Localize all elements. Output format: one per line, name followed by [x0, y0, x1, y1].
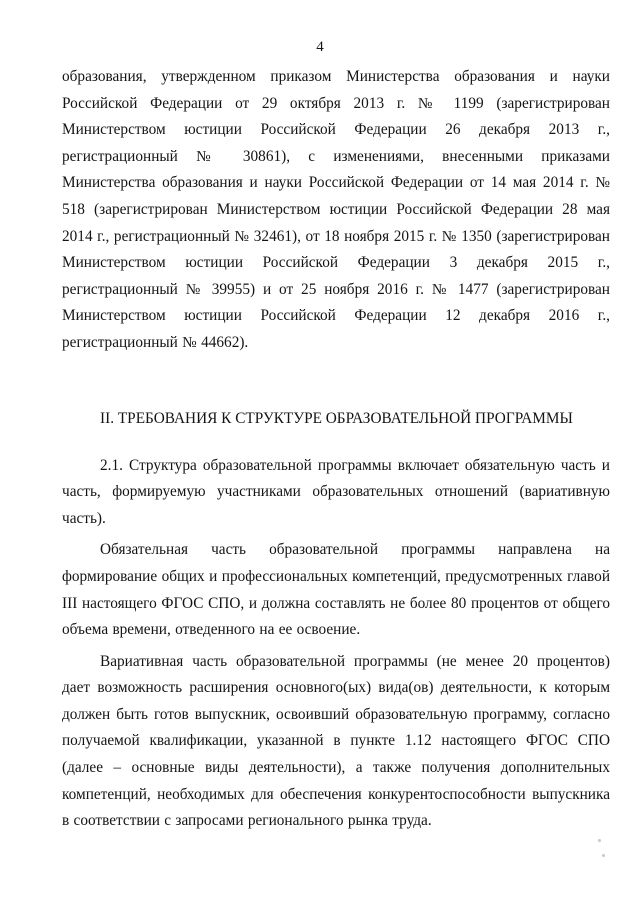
- section-heading: II. ТРЕБОВАНИЯ К СТРУКТУРЕ ОБРАЗОВАТЕЛЬНОЙ ПРОГРАММЫ: [100, 409, 573, 427]
- scan-speck: [598, 839, 601, 842]
- section-content: [62, 453, 610, 835]
- paragraph-mandatory-part: Обязательная часть образовательной программы направлена на формирование общих и профессиональных компетенций, предусмотренных главой III настоящего ФГОС СПО, и должна составлять не более 80 процентов от общего объема времени, отведенного на ее освоение.: [62, 541, 610, 639]
- scan-speck: [602, 854, 605, 857]
- paragraph-variable-part: Вариативная часть образовательной программы (не менее 20 процентов) дает возможность расширения основного(ых) вида(ов) деятельности, к которым должен быть готов выпускник, освоивший образовательную программу, согласно получаемой квалификации, указанной в пункте 1.12 настоящего ФГОС СПО (далее – основные виды деятельности), а также получения дополнительных компетенций, необходимых для обеспечения конкурентоспособности выпускника в соответствии с запросами регионального рынка труда.: [62, 652, 610, 830]
- document-body: [62, 64, 610, 835]
- paragraph-2-1: 2.1. Структура образовательной программы включает обязательную часть и часть, формируемую участниками образовательных отношений (вариативную часть).: [62, 456, 610, 527]
- intro-paragraph: образования, утвержденном приказом Министерства образования и науки Российской Федерации от 29 октября 2013 г. № 1199 (зарегистрирован Министерством юстиции Российской Федерации 26 декабря 2013 г., регистрационный № 30861), с изменениями, внесенными приказами Министерства образования и науки Российской Федерации от 14 мая 2014 г. № 518 (зарегистрирован Министерством юстиции Российской Федерации 28 мая 2014 г., регистрационный № 32461), от 18 ноября 2015 г. № 1350 (зарегистрирован Министерством юстиции Российской Федерации 3 декабря 2015 г., регистрационный № 39955) и от 25 ноября 2016 г. № 1477 (зарегистрирован Министерством юстиции Российской Федерации 12 декабря 2016 г., регистрационный № 44662).: [62, 68, 610, 351]
- page-number: 4: [316, 39, 324, 55]
